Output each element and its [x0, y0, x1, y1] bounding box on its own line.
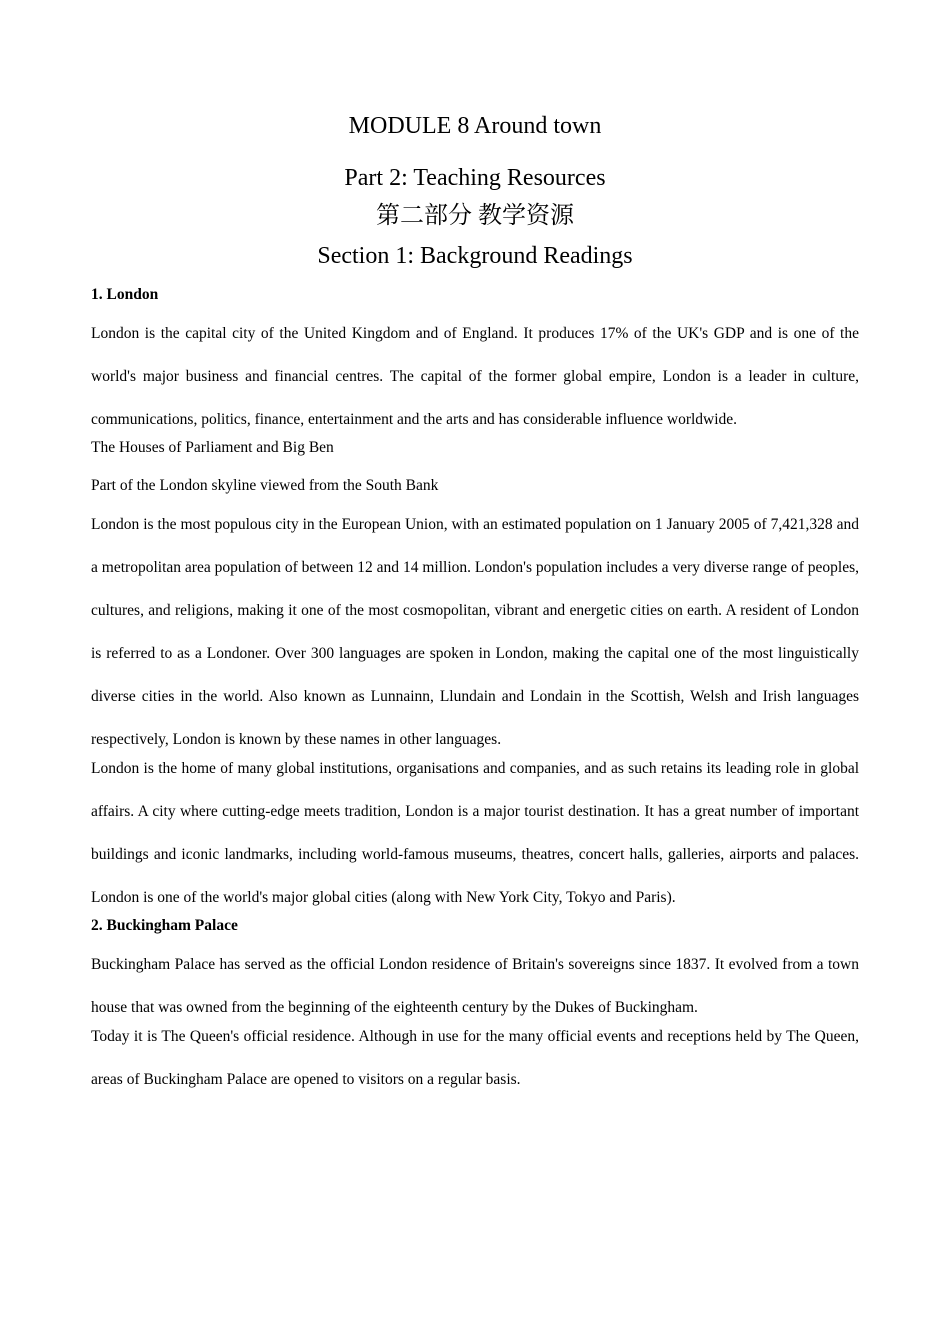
document-body — [91, 283, 859, 1101]
buckingham-paragraph-1: Buckingham Palace has served as the official London residence of Britain's sovereigns since 1837. It evolved from a town house that was owned from the beginning of the eighteenth century by the Dukes of Buckingham. — [91, 956, 859, 1016]
london-paragraph-3: London is the home of many global institutions, organisations and companies, and as such retains its leading role in global affairs. A city where cutting-edge meets tradition, London is a major tourist destination. It has a great number of important buildings and iconic landmarks, including world-famous museums, theatres, concert halls, galleries, airports and palaces. London is one of the world's major global cities (along with New York City, Tokyo and Paris). — [91, 760, 859, 906]
buckingham-paragraph-2: Today it is The Queen's official residence. Although in use for the many official events and receptions held by The Queen, areas of Buckingham Palace are opened to visitors on a regular basis. — [91, 1028, 859, 1088]
part-title-chinese: 第二部分 教学资源 — [376, 203, 574, 229]
london-paragraph-2: London is the most populous city in the European Union, with an estimated population on 1 January 2005 of 7,421,328 and a metropolitan area population of between 12 and 14 million. London's population includes a very diverse range of peoples, cultures, and religions, making it one of the most cosmopolitan, vibrant and energetic cities on earth. A resident of London is referred to as a Londoner. Over 300 languages are spoken in London, making the capital one of the most linguistically diverse cities in the world. Also known as Lunnainn, Llundain and Londain in the Scottish, Welsh and Irish languages respectively, London is known by these names in other languages. — [91, 516, 859, 748]
london-caption-parliament: The Houses of Parliament and Big Ben — [91, 439, 334, 456]
module-title: MODULE 8 Around town — [348, 113, 602, 139]
section-title: Section 1: Background Readings — [317, 243, 633, 269]
london-heading: 1. London — [91, 286, 159, 303]
part-title: Part 2: Teaching Resources — [344, 165, 606, 191]
london-caption-skyline: Part of the London skyline viewed from the South Bank — [91, 477, 439, 494]
buckingham-heading: 2. Buckingham Palace — [91, 917, 238, 934]
london-paragraph-1: London is the capital city of the United Kingdom and of England. It produces 17% of the UK's GDP and is one of the world's major business and financial centres. The capital of the former global empire, London is a leader in culture, communications, politics, finance, entertainment and the arts and has considerable influence worldwide. — [91, 325, 859, 428]
